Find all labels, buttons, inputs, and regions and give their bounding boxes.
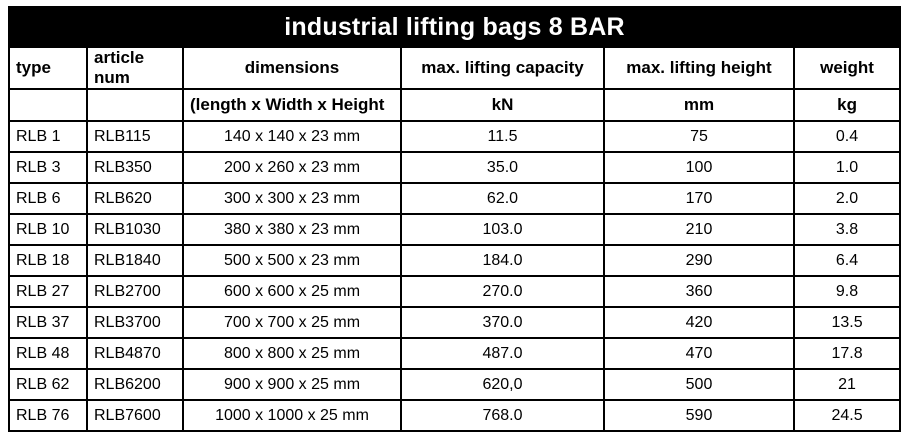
table-subheader-row <box>9 89 900 121</box>
cell-type: RLB 76 <box>9 400 87 431</box>
table-row <box>9 400 900 431</box>
cell-article-num: RLB7600 <box>87 400 183 431</box>
cell-weight: 21 <box>794 369 900 400</box>
cell-capacity: 768.0 <box>401 400 604 431</box>
table-row <box>9 183 900 214</box>
cell-article-num: RLB115 <box>87 121 183 152</box>
table-row <box>9 307 900 338</box>
cell-capacity: 62.0 <box>401 183 604 214</box>
cell-capacity: 270.0 <box>401 276 604 307</box>
cell-weight: 9.8 <box>794 276 900 307</box>
cell-type: RLB 48 <box>9 338 87 369</box>
column-header-weight: weight <box>794 47 900 89</box>
cell-capacity: 370.0 <box>401 307 604 338</box>
cell-dimensions: 700 x 700 x 25 mm <box>183 307 401 338</box>
cell-article-num: RLB6200 <box>87 369 183 400</box>
table-row <box>9 369 900 400</box>
cell-height: 360 <box>604 276 794 307</box>
cell-dimensions: 380 x 380 x 23 mm <box>183 214 401 245</box>
cell-weight: 2.0 <box>794 183 900 214</box>
table-row <box>9 276 900 307</box>
cell-article-num: RLB1840 <box>87 245 183 276</box>
cell-weight: 13.5 <box>794 307 900 338</box>
unit-dimensions: (length x Width x Height <box>183 89 401 121</box>
cell-article-num: RLB1030 <box>87 214 183 245</box>
unit-weight: kg <box>794 89 900 121</box>
cell-type: RLB 18 <box>9 245 87 276</box>
cell-height: 500 <box>604 369 794 400</box>
unit-height: mm <box>604 89 794 121</box>
cell-height: 290 <box>604 245 794 276</box>
cell-capacity: 184.0 <box>401 245 604 276</box>
cell-capacity: 487.0 <box>401 338 604 369</box>
cell-dimensions: 900 x 900 x 25 mm <box>183 369 401 400</box>
cell-capacity: 103.0 <box>401 214 604 245</box>
cell-height: 470 <box>604 338 794 369</box>
cell-article-num: RLB3700 <box>87 307 183 338</box>
column-header-max-lifting-capacity: max. lifting capacity <box>401 47 604 89</box>
unit-capacity: kN <box>401 89 604 121</box>
lifting-bags-table <box>8 6 901 432</box>
cell-weight: 24.5 <box>794 400 900 431</box>
cell-height: 420 <box>604 307 794 338</box>
cell-type: RLB 6 <box>9 183 87 214</box>
table-row <box>9 214 900 245</box>
cell-dimensions: 500 x 500 x 23 mm <box>183 245 401 276</box>
cell-type: RLB 1 <box>9 121 87 152</box>
cell-weight: 1.0 <box>794 152 900 183</box>
cell-height: 170 <box>604 183 794 214</box>
table-row <box>9 338 900 369</box>
cell-type: RLB 10 <box>9 214 87 245</box>
page-title: industrial lifting bags 8 BAR <box>9 7 900 47</box>
cell-height: 100 <box>604 152 794 183</box>
cell-height: 210 <box>604 214 794 245</box>
cell-dimensions: 200 x 260 x 23 mm <box>183 152 401 183</box>
cell-dimensions: 300 x 300 x 23 mm <box>183 183 401 214</box>
cell-dimensions: 1000 x 1000 x 25 mm <box>183 400 401 431</box>
unit-type <box>9 89 87 121</box>
cell-dimensions: 600 x 600 x 25 mm <box>183 276 401 307</box>
cell-weight: 17.8 <box>794 338 900 369</box>
cell-weight: 3.8 <box>794 214 900 245</box>
column-header-max-lifting-height: max. lifting height <box>604 47 794 89</box>
cell-article-num: RLB350 <box>87 152 183 183</box>
cell-type: RLB 27 <box>9 276 87 307</box>
cell-article-num: RLB620 <box>87 183 183 214</box>
table-header-row <box>9 47 900 89</box>
column-header-article-num: article num <box>87 47 183 89</box>
cell-article-num: RLB2700 <box>87 276 183 307</box>
cell-weight: 6.4 <box>794 245 900 276</box>
cell-dimensions: 140 x 140 x 23 mm <box>183 121 401 152</box>
table-row <box>9 152 900 183</box>
cell-capacity: 620,0 <box>401 369 604 400</box>
cell-capacity: 11.5 <box>401 121 604 152</box>
column-header-type: type <box>9 47 87 89</box>
table-row <box>9 245 900 276</box>
table-row <box>9 121 900 152</box>
cell-type: RLB 37 <box>9 307 87 338</box>
column-header-dimensions: dimensions <box>183 47 401 89</box>
cell-height: 590 <box>604 400 794 431</box>
cell-type: RLB 3 <box>9 152 87 183</box>
unit-article-num <box>87 89 183 121</box>
cell-weight: 0.4 <box>794 121 900 152</box>
cell-dimensions: 800 x 800 x 25 mm <box>183 338 401 369</box>
cell-article-num: RLB4870 <box>87 338 183 369</box>
cell-height: 75 <box>604 121 794 152</box>
cell-capacity: 35.0 <box>401 152 604 183</box>
cell-type: RLB 62 <box>9 369 87 400</box>
table-title-row <box>9 7 900 47</box>
